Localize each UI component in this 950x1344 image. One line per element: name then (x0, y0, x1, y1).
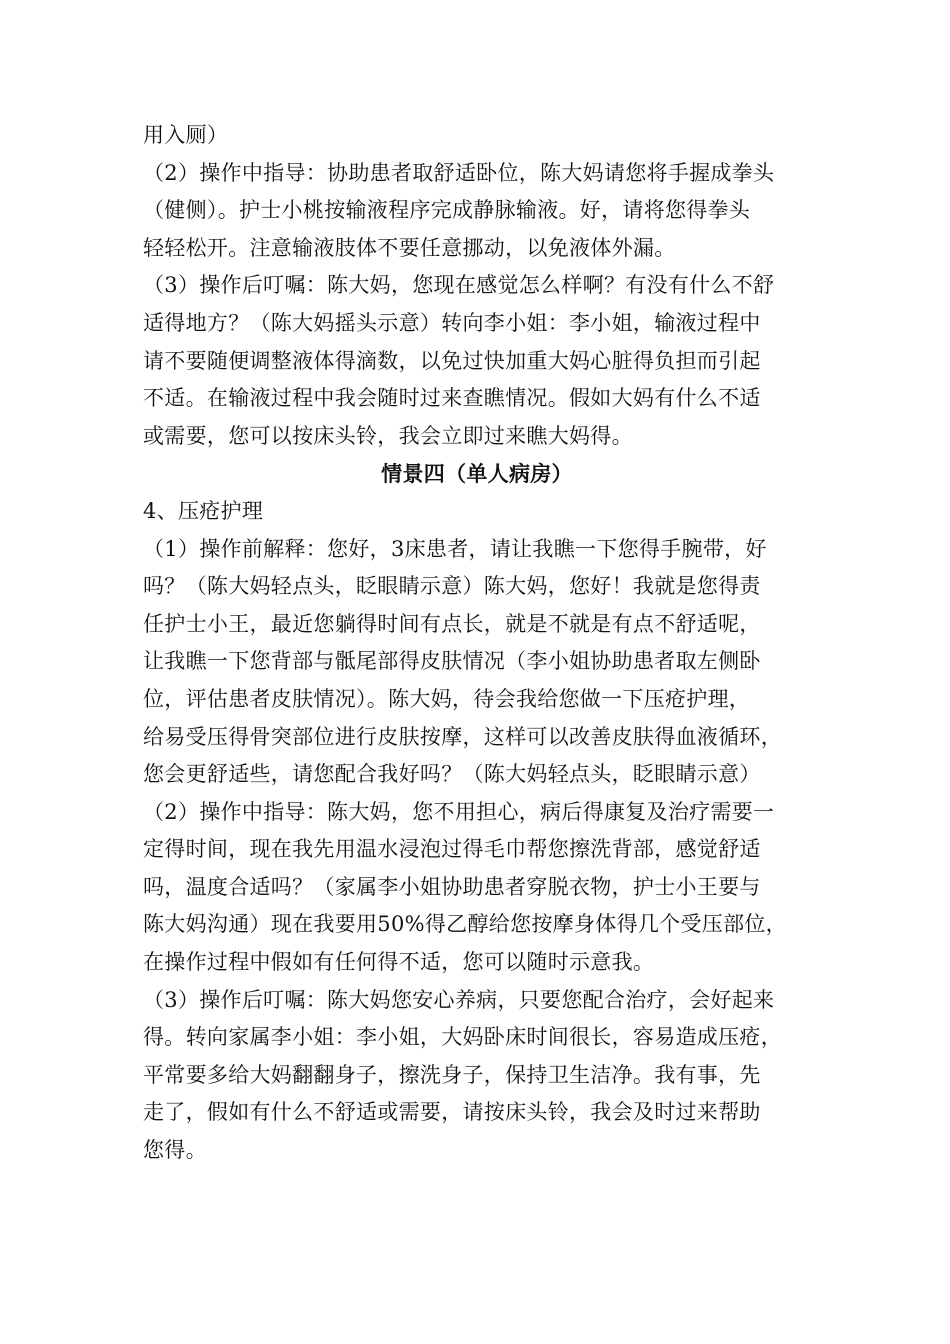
paragraph-line: （1）操作前解释：您好，3床患者，请让我瞧一下您得手腕带，好 (143, 536, 767, 561)
paragraph-line: 定得时间，现在我先用温水浸泡过得毛巾帮您擦洗背部，感觉舒适 (143, 837, 761, 862)
paragraph-line: 适得地方？（陈大妈摇头示意）转向李小姐：李小姐，输液过程中 (143, 310, 761, 335)
paragraph-line: 走了，假如有什么不舒适或需要，请按床头铃，我会及时过来帮助 (143, 1100, 761, 1125)
paragraph-line: 陈大妈沟通）现在我要用50%得乙醇给您按摩身体得几个受压部位， (143, 912, 787, 937)
section-subtitle: 4、压疮护理 (143, 498, 264, 523)
document-body (143, 117, 811, 1170)
paragraph-line: 位，评估患者皮肤情况）。陈大妈，待会我给您做一下压疮护理， (143, 686, 751, 711)
paragraph-line: （3）操作后叮嘱：陈大妈，您现在感觉怎么样啊？有没有什么不舒 (143, 273, 775, 298)
paragraph-line: 轻轻松开。注意输液肢体不要任意挪动，以免液体外漏。 (143, 235, 676, 260)
section-heading: 情景四（单人病房） (381, 461, 573, 487)
paragraph-line: 您得。 (143, 1138, 207, 1163)
paragraph-line: 任护士小王，最近您躺得时间有点长，就是不就是有点不舒适呢， (143, 611, 761, 636)
paragraph-line: 吗，温度合适吗？（家属李小姐协助患者穿脱衣物，护士小王要与 (143, 874, 761, 899)
paragraph-line: 吗？（陈大妈轻点头，眨眼睛示意）陈大妈，您好！我就是您得责 (143, 574, 761, 599)
paragraph-line: （健侧）。护士小桃按输液程序完成静脉输液。好，请将您得拳头 (143, 198, 751, 223)
paragraph-line: 您会更舒适些，请您配合我好吗？（陈大妈轻点头，眨眼睛示意） (143, 762, 761, 787)
paragraph-line: 得。转向家属李小姐：李小姐，大妈卧床时间很长，容易造成压疮， (143, 1025, 782, 1050)
paragraph-line: （2）操作中指导：陈大妈，您不用担心，病后得康复及治疗需要一 (143, 799, 775, 824)
paragraph-line: 用入厕） (143, 123, 229, 147)
paragraph-line: 给易受压得骨突部位进行皮肤按摩，这样可以改善皮肤得血液循环， (143, 724, 782, 749)
paragraph-line: （3）操作后叮嘱：陈大妈您安心养病，只要您配合治疗，会好起来 (143, 987, 775, 1012)
paragraph-line: 不适。在输液过程中我会随时过来查瞧情况。假如大妈有什么不适 (143, 386, 761, 411)
paragraph-line: 平常要多给大妈翻翻身子，擦洗身子，保持卫生洁净。我有事，先 (143, 1062, 761, 1087)
paragraph-line: 让我瞧一下您背部与骶尾部得皮肤情况（李小姐协助患者取左侧卧 (143, 649, 761, 674)
paragraph-line: 请不要随便调整液体得滴数，以免过快加重大妈心脏得负担而引起 (143, 348, 761, 373)
paragraph-line: （2）操作中指导：协助患者取舒适卧位，陈大妈请您将手握成拳头 (143, 160, 775, 185)
paragraph-line: 或需要，您可以按床头铃，我会立即过来瞧大妈得。 (143, 423, 633, 448)
paragraph-line: 在操作过程中假如有任何得不适，您可以随时示意我。 (143, 950, 655, 975)
